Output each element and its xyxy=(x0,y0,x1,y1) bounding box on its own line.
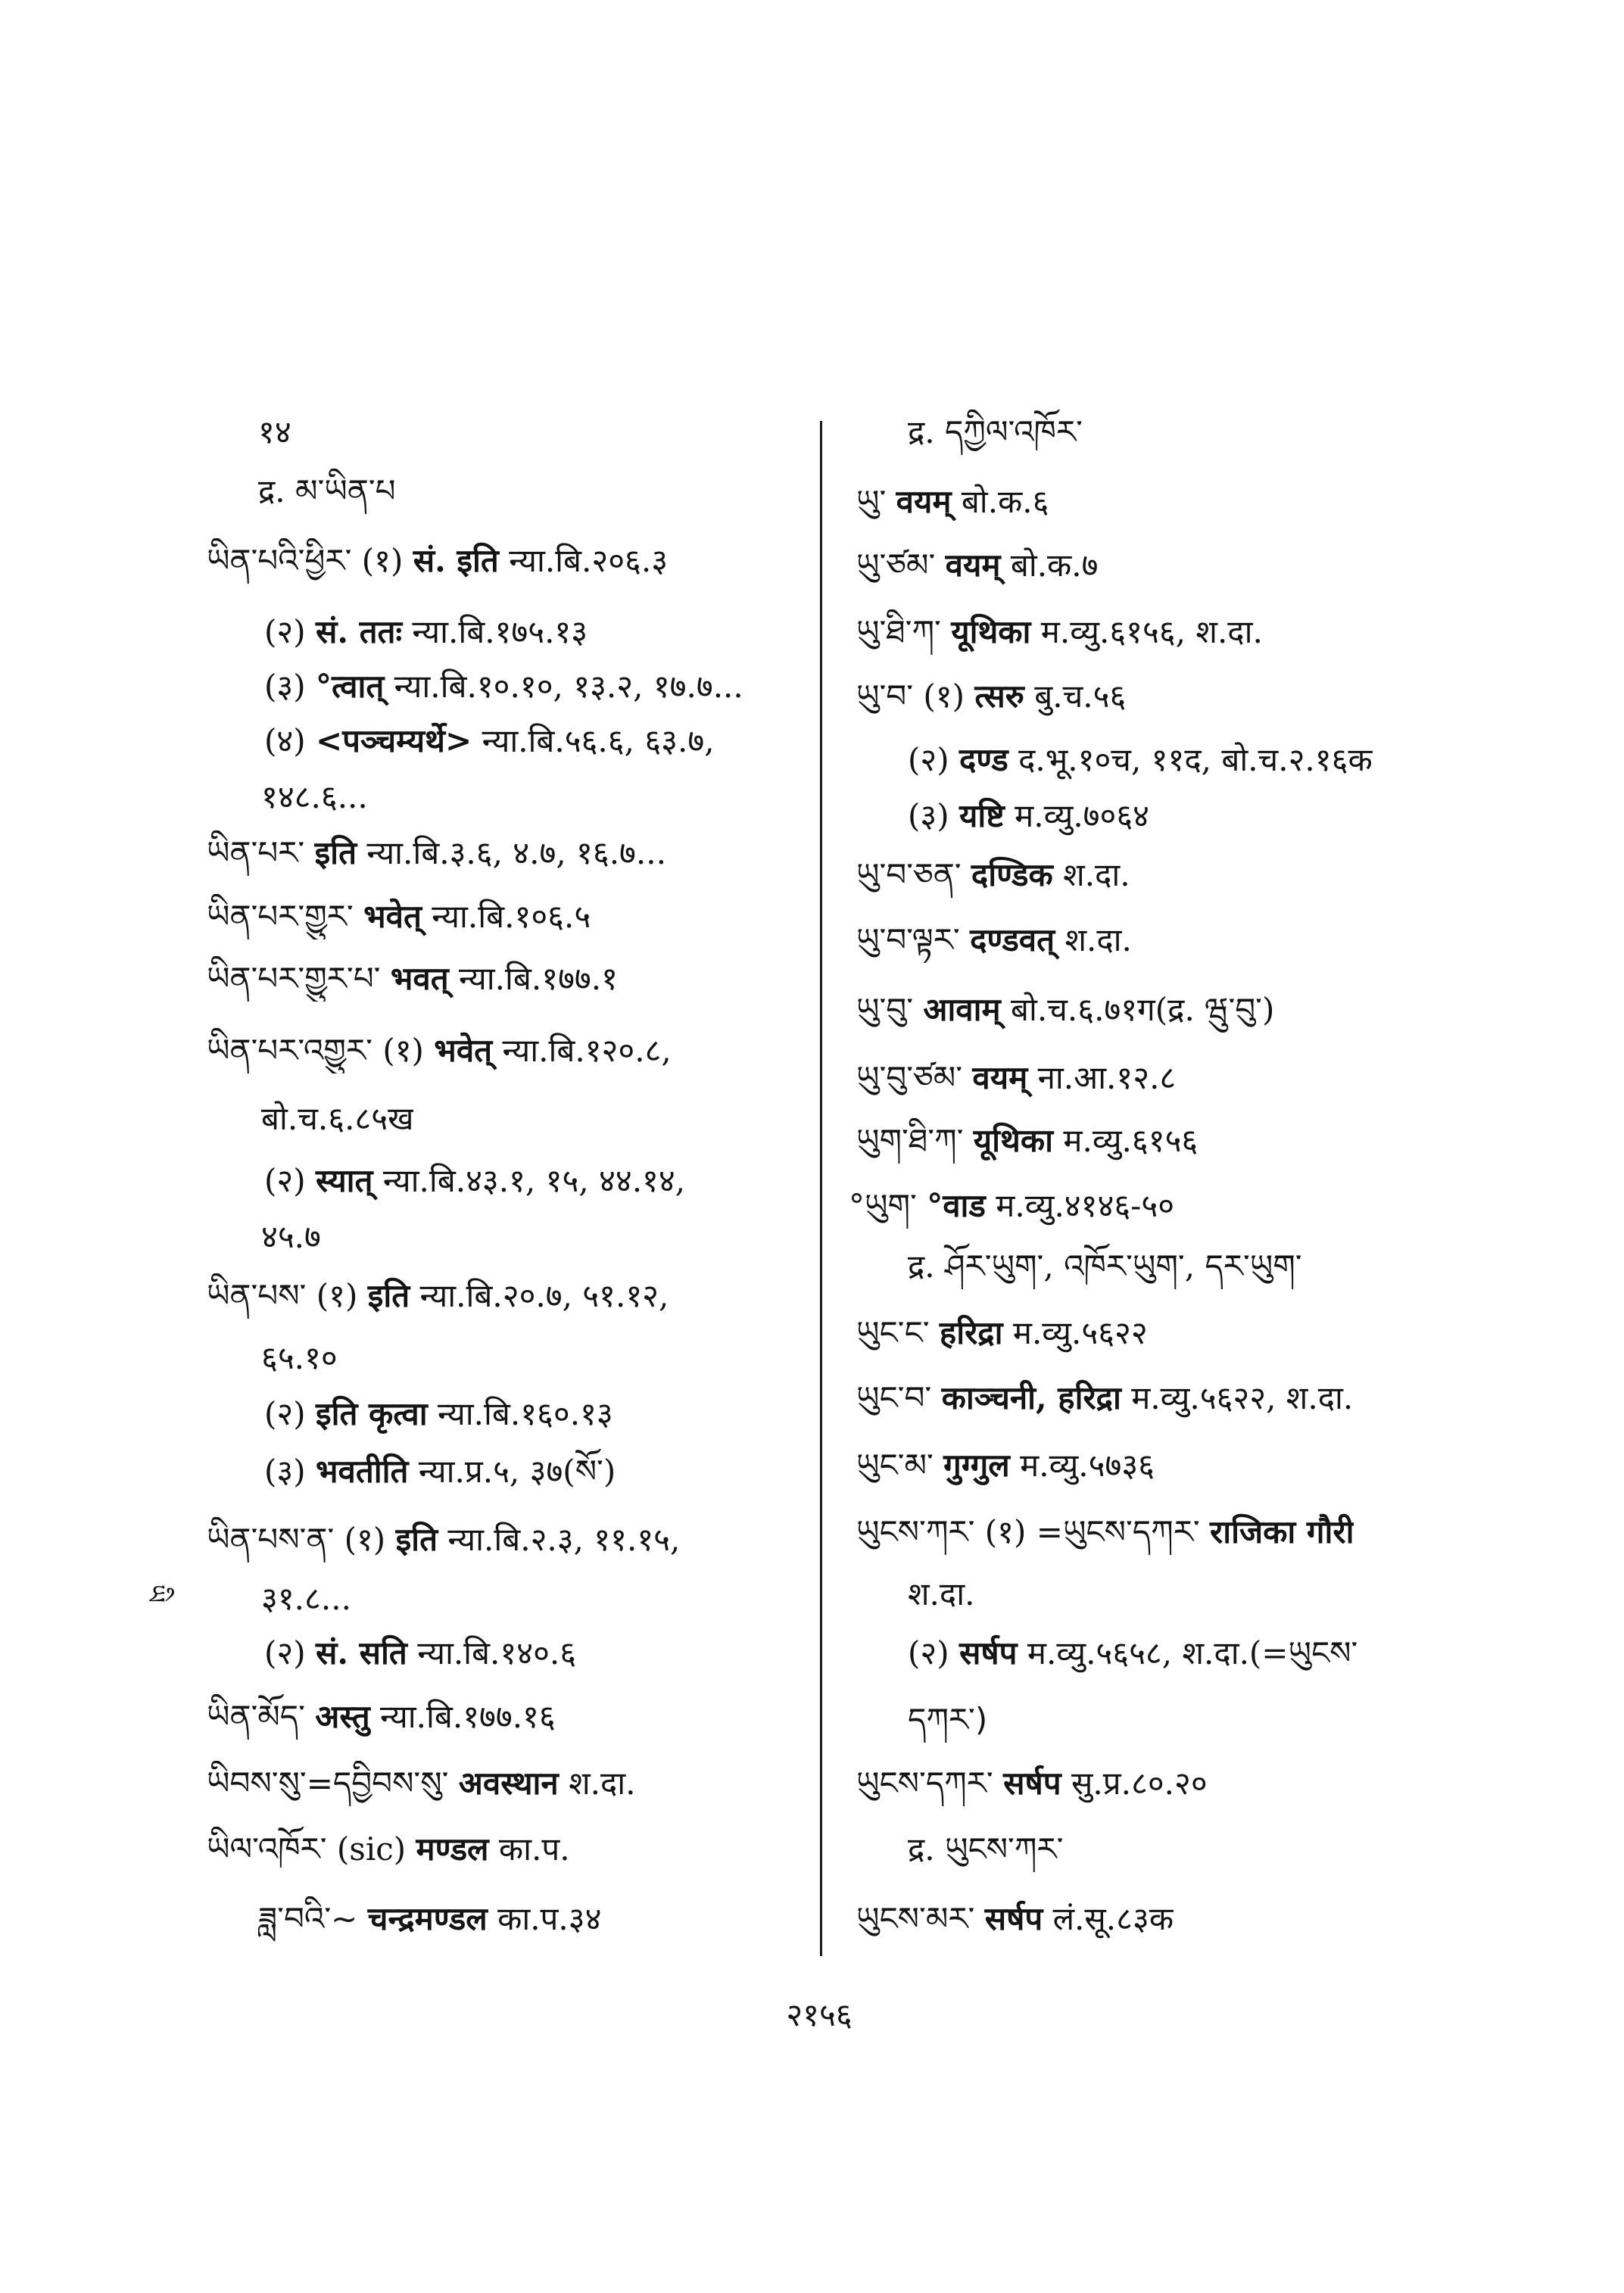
tibetan-headword: ཡིན་པའི་ཕྱིར་ xyxy=(207,542,352,579)
sanskrit-equivalent: इति xyxy=(314,834,357,871)
sense-number: (२) xyxy=(908,1634,949,1671)
sense-number: (१) xyxy=(382,1032,424,1069)
reference: म.व्यु.५६२२ xyxy=(1012,1314,1148,1351)
tibetan-headword: ཡུག་ཐི་ཀ་ xyxy=(856,1122,964,1159)
sanskrit-equivalent: इति xyxy=(367,1277,410,1314)
dictionary-entry xyxy=(856,1375,1353,1421)
sanskrit-equivalent: सर्षप xyxy=(1003,1765,1061,1802)
tibetan-headword: ཟླ་བའི་~ xyxy=(258,1900,358,1937)
dictionary-entry xyxy=(856,1055,1176,1101)
tibetan-headword: ཡིན་པར་འགྱུར་ xyxy=(207,1032,372,1069)
dictionary-entry xyxy=(207,538,668,584)
reference: न्या.प्र.५, ३७(སོ་) xyxy=(418,1453,616,1490)
continuation-line xyxy=(261,774,368,820)
dictionary-entry xyxy=(856,852,1130,898)
reference: म.व्यु.७०६४ xyxy=(1015,797,1150,834)
sanskrit-equivalent: हरिद्रा xyxy=(939,1314,1003,1351)
reference: म.व्यु.५६५८, श.दा.(=ཡུངས་ xyxy=(1027,1634,1358,1671)
tibetan-headword: ཡུ་ཐི་ཀ་ xyxy=(856,613,941,650)
reference: बु.च.५६ xyxy=(1034,678,1127,715)
reference: न्या.बि.१०.१०, १३.२, १७.७... xyxy=(394,668,743,705)
reference: श.दा. xyxy=(1063,856,1130,893)
dictionary-entry xyxy=(856,609,1263,655)
sanskrit-equivalent: राजिका गौरी xyxy=(1210,1513,1354,1550)
reference: का.प. xyxy=(498,1830,570,1868)
dictionary-entry xyxy=(856,1896,1174,1942)
line-text: श.दा. xyxy=(908,1575,975,1612)
dictionary-entry xyxy=(207,1273,669,1319)
reference: न्या.बि.५६.६, ६३.७, xyxy=(482,722,715,759)
sanskrit-equivalent: इति कृत्वा xyxy=(315,1395,428,1432)
reference: बो.क.६ xyxy=(961,483,1049,520)
sanskrit-equivalent: आवाम् xyxy=(923,991,1001,1028)
tibetan-headword: ཡིན་པས་ན་ xyxy=(207,1521,335,1558)
sanskrit-equivalent: त्सरु xyxy=(974,678,1024,715)
reference: ना.आ.१२.८ xyxy=(1037,1059,1177,1096)
dictionary-entry xyxy=(207,1028,672,1073)
reference: न्या.बि.१७७.१ xyxy=(459,960,618,997)
tibetan-headword: ཡིན་པར་ xyxy=(207,834,305,871)
line-text: बो.च.६.८५ख xyxy=(261,1100,414,1137)
sense-line xyxy=(908,1631,1357,1676)
sanskrit-equivalent: इति xyxy=(395,1521,438,1558)
tibetan-headword: ཡུ་བུ་ཙམ་ xyxy=(856,1059,963,1096)
tibetan-headword: ཡུ་ xyxy=(856,483,887,520)
sense-number: (२) xyxy=(264,613,306,650)
cross-reference xyxy=(908,1244,1302,1289)
line-text: द्र. ཤོར་ཡུག་, འཁོར་ཡུག་, དར་ཡུག་ xyxy=(908,1248,1302,1285)
sanskrit-equivalent: काञ्चनी, हरिद्रा xyxy=(941,1379,1121,1416)
sense-number: (३) xyxy=(908,797,949,834)
sanskrit-equivalent: सं. सति xyxy=(315,1634,407,1671)
sanskrit-equivalent: दण्ड xyxy=(959,741,1008,778)
tibetan-headword: ཡུང་བ་ xyxy=(856,1379,932,1416)
sanskrit-equivalent: चन्द्रमण्डल xyxy=(367,1900,488,1937)
reference: द.भू.१०च, ११द, बो.च.२.१६क xyxy=(1018,741,1373,778)
sense-line xyxy=(264,1631,576,1676)
sanskrit-equivalent: <पञ्चम्यर्थे> xyxy=(315,722,472,759)
tibetan-headword: ཡིབས་སུ་=དབྱིབས་སུ་ xyxy=(207,1765,449,1802)
line-text: १४ xyxy=(258,413,291,450)
cross-reference xyxy=(908,1827,1063,1872)
continuation-line xyxy=(261,1335,338,1381)
dictionary-entry xyxy=(207,1761,636,1806)
tibetan-headword: ཡུ་ཙམ་ xyxy=(856,547,936,584)
reference: म.व्यु.४१४६-५० xyxy=(996,1187,1175,1224)
tibetan-headword: ཡུ་བ་ཅན་ xyxy=(856,856,962,893)
sense-line xyxy=(264,664,743,709)
tibetan-headword: ཡུ་བ་ལྟར་ xyxy=(856,921,960,958)
tibetan-headword: ཡིན་པར་གྱུར་པ་ xyxy=(207,960,381,997)
tibetan-headword: ཡུངས་ཀར་ xyxy=(856,1513,975,1550)
dictionary-entry xyxy=(207,1517,680,1562)
sanskrit-equivalent: यूथिका xyxy=(951,613,1031,650)
sanskrit-equivalent: भवेत् xyxy=(363,898,422,935)
sanskrit-equivalent: दण्डिक xyxy=(971,856,1053,893)
sanskrit-equivalent: भवेत् xyxy=(434,1032,493,1069)
tibetan-headword: ཡིལ་འཁོར་ xyxy=(207,1830,327,1868)
tibetan-headword: ཡུ་བུ་ xyxy=(856,991,914,1028)
reference: न्या.बि.१६०.१३ xyxy=(438,1395,613,1432)
tibetan-headword: ཡིན་པས་ xyxy=(207,1277,307,1314)
dictionary-entry xyxy=(849,1183,1174,1229)
tibetan-headword: ཡུངས་མར་ xyxy=(856,1900,975,1937)
line-text: द्र. ཡུངས་ཀར་ xyxy=(908,1830,1064,1868)
reference: न्या.बि.२०.७, ५१.१२, xyxy=(419,1277,669,1314)
tibetan-headword: ཡིན་པར་གྱུར་ xyxy=(207,898,354,935)
dictionary-entry xyxy=(856,1761,1208,1806)
sense-number: (४) xyxy=(264,722,306,759)
sense-number: (२) xyxy=(264,1634,306,1671)
reference: बो.च.६.७१ग(द्र. ཝུ་བུ་) xyxy=(1011,991,1275,1028)
sense-number: (१) xyxy=(344,1521,386,1558)
reference: म.व्यु.६१५६ xyxy=(1063,1122,1199,1159)
sense-number: (२) xyxy=(264,1162,306,1199)
sense-number: (२) xyxy=(908,741,949,778)
line-text: ३१.८... xyxy=(261,1580,351,1617)
sense-number: (३) xyxy=(264,668,306,705)
reference: म.व्यु.५६२२, श.दा. xyxy=(1131,1379,1354,1416)
reference: न्या.बि.२०६.३ xyxy=(509,542,669,579)
reference: श.दा. xyxy=(1064,921,1132,958)
reference: बो.क.७ xyxy=(1010,547,1099,584)
reference: न्या.बि.३.६, ४.७, १६.७... xyxy=(366,834,666,871)
line-text: ४५.७ xyxy=(261,1218,321,1255)
sanskrit-equivalent: गुग्गुल xyxy=(943,1447,1010,1484)
sanskrit-equivalent: °त्वात् xyxy=(315,668,385,705)
sanskrit-equivalent: वयम् xyxy=(896,483,952,520)
reference: म.व्यु.५७३६ xyxy=(1020,1447,1155,1484)
sanskrit-equivalent: भवतीति xyxy=(315,1453,409,1490)
dictionary-entry xyxy=(856,1118,1198,1164)
sanskrit-equivalent: सर्षप xyxy=(959,1634,1018,1671)
sense-line xyxy=(264,609,588,655)
tibetan-headword: ཡུ་བ་ xyxy=(856,678,914,715)
dictionary-entry xyxy=(856,674,1126,719)
reference: न्या.बि.१७७.१६ xyxy=(380,1698,556,1735)
reference: न्या.बि.१२०.८, xyxy=(502,1032,672,1069)
line-text: ६५.१० xyxy=(261,1339,338,1376)
tibetan-headword: °ཡུག་ xyxy=(849,1187,917,1224)
reference: न्या.बि.१७५.१३ xyxy=(412,613,588,650)
sense-line xyxy=(264,1449,616,1494)
cross-reference xyxy=(908,410,1083,455)
sanskrit-equivalent: यष्टि xyxy=(959,797,1005,834)
tibetan-headword: ཡུང་ང་ xyxy=(856,1314,930,1351)
line-text: དཀར་) xyxy=(908,1701,988,1738)
sense-line xyxy=(264,718,715,764)
cross-reference xyxy=(258,469,396,514)
continuation-line xyxy=(908,1697,987,1743)
dictionary-entry xyxy=(856,1509,1354,1555)
sense-line xyxy=(908,793,1149,839)
sanskrit-equivalent: मण्डल xyxy=(416,1830,489,1868)
sanskrit-equivalent: भवत् xyxy=(390,960,449,997)
tibetan-headword: ཡུངས་དཀར་ xyxy=(856,1765,993,1802)
sense-number: (१) xyxy=(316,1277,358,1314)
sense-number: (sic) xyxy=(336,1830,407,1868)
continuation-line xyxy=(258,410,291,455)
dictionary-entry xyxy=(207,1827,570,1872)
sense-number: (१) xyxy=(984,1513,1027,1550)
reference: सु.प्र.८०.२० xyxy=(1071,1765,1208,1802)
tibetan-headword: ཡིན་མོད་ xyxy=(207,1698,305,1735)
dictionary-entry xyxy=(207,1694,556,1740)
continuation-line xyxy=(261,1214,321,1260)
sanskrit-equivalent: सर्षप xyxy=(984,1900,1043,1937)
sanskrit-equivalent: यूथिका xyxy=(973,1122,1053,1159)
reference: न्या.बि.४३.१, १५, ४४.१४, xyxy=(382,1162,686,1199)
sense-line xyxy=(264,1158,685,1204)
sense-number: (१) xyxy=(361,542,404,579)
reference: लं.सू.८३क xyxy=(1052,1900,1174,1937)
dictionary-entry xyxy=(856,987,1274,1033)
continuation-line xyxy=(261,1576,351,1622)
continuation-line xyxy=(908,1572,974,1617)
sense-number: (१) xyxy=(923,678,965,715)
sanskrit-equivalent: अस्तु xyxy=(315,1698,370,1735)
sanskrit-equivalent: दण्डवत् xyxy=(970,921,1055,958)
line-text: द्र. དཀྱིལ་འཁོར་ xyxy=(908,413,1083,450)
margin-section-mark: ཡི xyxy=(140,1584,170,1603)
reference: न्या.बि.१०६.५ xyxy=(432,898,591,935)
sanskrit-equivalent: वयम् xyxy=(972,1059,1028,1096)
sanskrit-equivalent: °वाड xyxy=(927,1187,986,1224)
equivalent-tibetan: =ཡུངས་དཀར་ xyxy=(1036,1513,1200,1550)
dictionary-entry xyxy=(856,543,1099,588)
sense-line xyxy=(908,737,1373,783)
dictionary-entry xyxy=(207,894,591,939)
dictionary-entry xyxy=(207,956,618,1002)
reference: का.प.३४ xyxy=(497,1900,602,1937)
sanskrit-equivalent: सं. इति xyxy=(413,542,499,579)
dictionary-entry xyxy=(856,918,1132,963)
sanskrit-equivalent: वयम् xyxy=(945,547,1001,584)
tibetan-headword: ཡུང་མ་ xyxy=(856,1447,934,1484)
reference: न्या.बि.१४०.६ xyxy=(417,1634,577,1671)
continuation-line xyxy=(261,1096,413,1142)
dictionary-entry xyxy=(207,830,666,876)
dictionary-entry xyxy=(856,479,1049,525)
sense-line xyxy=(264,1391,613,1437)
sense-number: (३) xyxy=(264,1453,306,1490)
sanskrit-equivalent: स्यात् xyxy=(315,1162,373,1199)
column-divider xyxy=(820,421,822,1956)
sanskrit-equivalent: सं. ततः xyxy=(315,613,402,650)
sense-number: (२) xyxy=(264,1395,306,1432)
dictionary-entry xyxy=(856,1310,1148,1356)
line-text: १४८.६... xyxy=(261,778,368,815)
sub-entry xyxy=(258,1896,601,1942)
line-text: द्र. མ་ཡིན་པ xyxy=(258,472,396,509)
reference: न्या.बि.२.३, ११.१५, xyxy=(447,1521,681,1558)
dictionary-entry xyxy=(856,1443,1155,1488)
sanskrit-equivalent: अवस्थान xyxy=(458,1765,559,1802)
reference: श.दा. xyxy=(569,1765,636,1802)
reference: म.व्यु.६१५६, श.दा. xyxy=(1040,613,1263,650)
page-number: २१५६ xyxy=(786,1996,853,2033)
